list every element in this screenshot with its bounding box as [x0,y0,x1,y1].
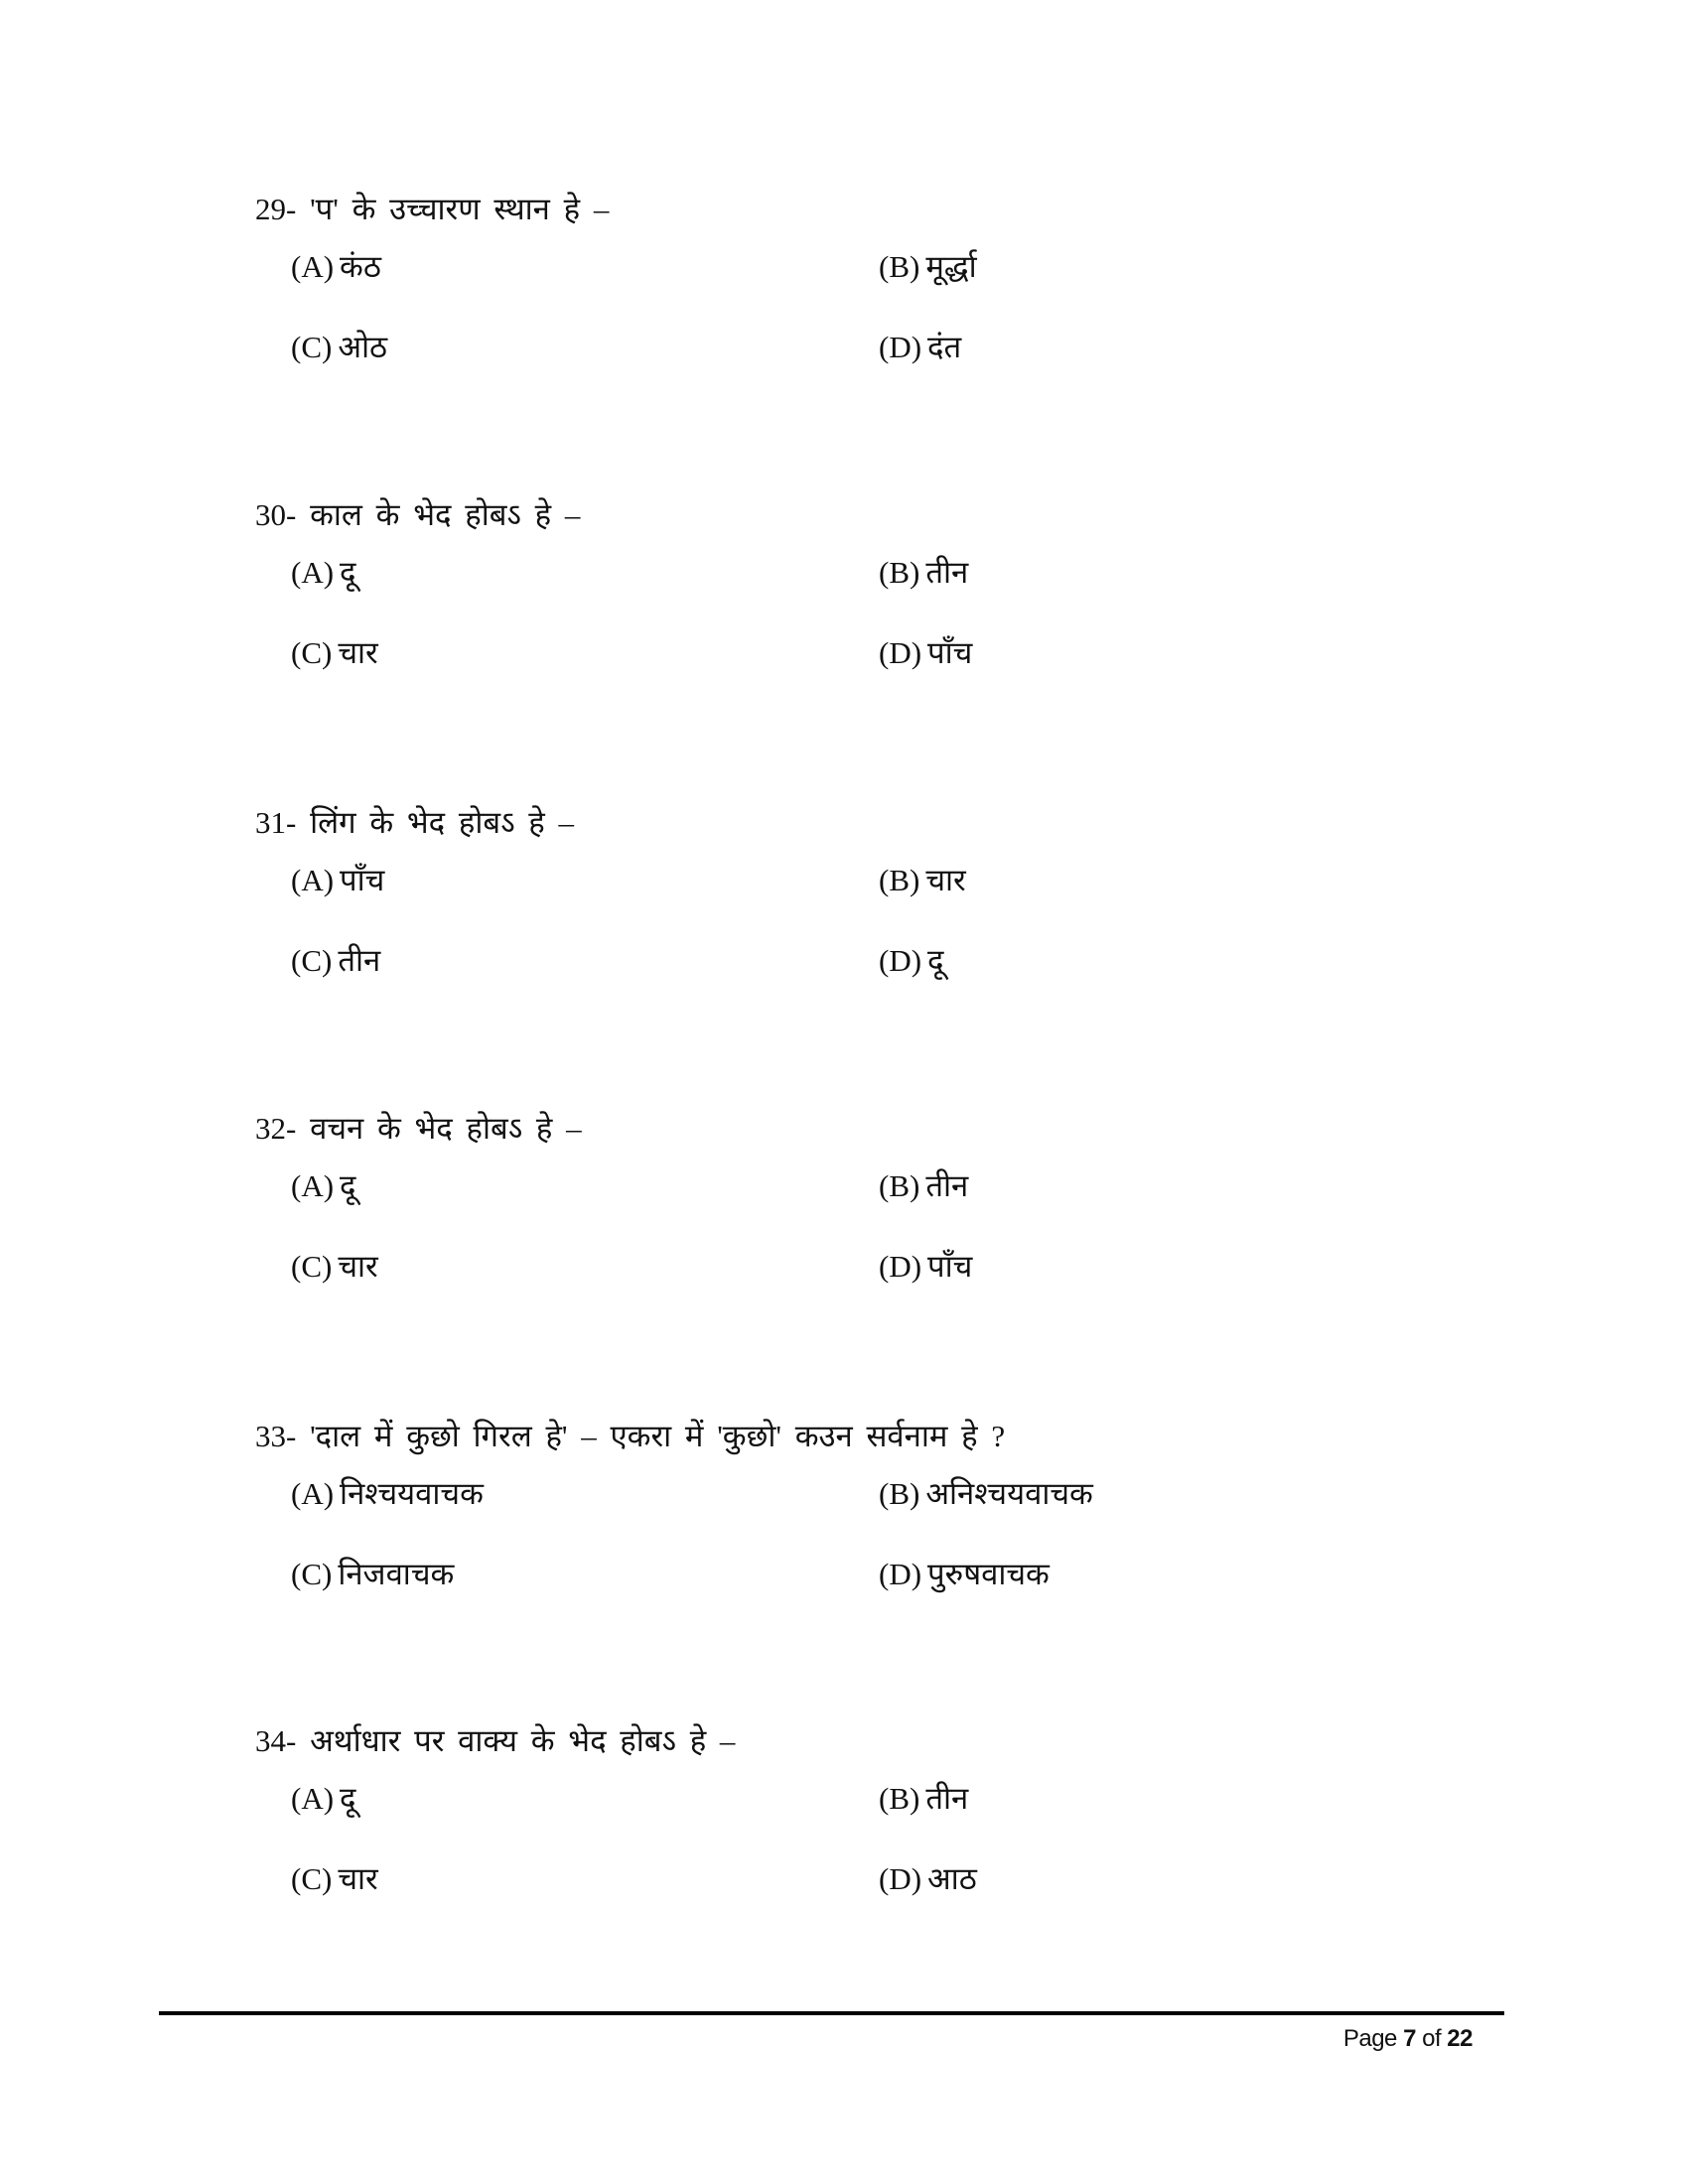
option-c [291,637,378,668]
current-page: 7 [1403,2025,1416,2052]
question-text [255,807,574,838]
option-text: तीन [925,1168,969,1203]
question-text [255,1725,735,1756]
option-text: तीन [925,1781,969,1816]
question-30 [0,499,1688,757]
option-a [291,557,356,588]
question-prompt: काल के भेद होबऽ हे – [310,497,581,532]
option-label: (B) [879,1168,920,1203]
option-text: दू [340,1168,356,1203]
option-label: (B) [879,863,920,897]
option-d [879,1559,1050,1589]
option-label: (C) [291,330,333,364]
question-prompt: 'प' के उच्चारण स्थान हे – [310,192,610,226]
option-text: मूर्द्धा [925,249,977,284]
option-text: चार [338,1249,378,1284]
page-sep: of [1422,2025,1442,2052]
option-label: (D) [879,1861,922,1896]
option-b [879,1478,1093,1509]
option-text: दू [340,1781,356,1816]
question-number: 29- [255,192,297,226]
option-label: (C) [291,635,333,670]
option-label: (B) [879,1781,920,1816]
option-text: निश्चयवाचक [340,1476,484,1511]
option-text: चार [338,1861,378,1896]
option-text: निजवाचक [338,1557,455,1591]
question-text [255,499,580,530]
option-label: (D) [879,635,922,670]
question-number: 34- [255,1723,297,1758]
option-text: आठ [927,1861,977,1896]
question-32 [0,1113,1688,1371]
option-label: (B) [879,249,920,284]
option-label: (C) [291,943,333,978]
option-label: (D) [879,1557,922,1591]
total-pages: 22 [1447,2025,1473,2052]
option-c [291,945,380,976]
option-label: (D) [879,330,922,364]
option-label: (A) [291,1168,335,1203]
option-text: ओठ [338,330,388,364]
option-label: (C) [291,1557,333,1591]
option-text: पाँच [927,635,973,670]
option-d [879,1251,972,1282]
option-a [291,251,381,282]
option-text: तीन [338,943,381,978]
option-a [291,1478,484,1509]
option-b [879,251,977,282]
option-label: (C) [291,1861,333,1896]
option-text: चार [925,863,966,897]
option-label: (C) [291,1249,333,1284]
question-text [255,194,609,224]
option-b [879,1783,968,1814]
question-number: 30- [255,497,297,532]
question-number: 31- [255,805,297,840]
footer-divider [159,2011,1504,2015]
question-31 [0,807,1688,1065]
option-label: (A) [291,863,335,897]
option-b [879,1170,968,1201]
option-a [291,1170,356,1201]
option-d [879,637,972,668]
question-text [255,1421,1005,1451]
question-prompt: वचन के भेद होबऽ हे – [310,1111,582,1146]
option-c [291,1251,378,1282]
option-c [291,332,387,362]
page-number [1343,2025,1473,2053]
option-label: (B) [879,1476,920,1511]
question-prompt: 'दाल में कुछो गिरल हे' – एकरा में 'कुछो' कउन सर्वनाम हे ? [310,1419,1006,1453]
option-label: (A) [291,1476,335,1511]
option-b [879,865,966,895]
option-text: चार [338,635,378,670]
option-d [879,945,944,976]
option-text: अनिश्चयवाचक [925,1476,1093,1511]
question-text [255,1113,582,1144]
page-prefix: Page [1342,2025,1397,2052]
question-prompt: लिंग के भेद होबऽ हे – [310,805,575,840]
option-text: पाँच [927,1249,973,1284]
option-text: तीन [925,555,969,590]
option-b [879,557,968,588]
option-text: दंत [927,330,962,364]
option-label: (A) [291,555,335,590]
option-label: (D) [879,943,922,978]
option-a [291,865,384,895]
option-text: दू [340,555,356,590]
option-c [291,1863,378,1894]
option-text: दू [927,943,944,978]
option-d [879,1863,977,1894]
option-label: (B) [879,555,920,590]
option-d [879,332,961,362]
option-text: पाँच [340,863,385,897]
option-text: कंठ [340,249,381,284]
option-c [291,1559,454,1589]
option-text: पुरुषवाचक [927,1557,1050,1591]
option-label: (A) [291,1781,335,1816]
option-label: (A) [291,249,335,284]
question-number: 32- [255,1111,297,1146]
question-number: 33- [255,1419,297,1453]
option-a [291,1783,356,1814]
question-33 [0,1421,1688,1679]
question-prompt: अर्थाधार पर वाक्य के भेद होबऽ हे – [310,1723,736,1758]
option-label: (D) [879,1249,922,1284]
question-29 [0,194,1688,452]
question-34 [0,1725,1688,1983]
